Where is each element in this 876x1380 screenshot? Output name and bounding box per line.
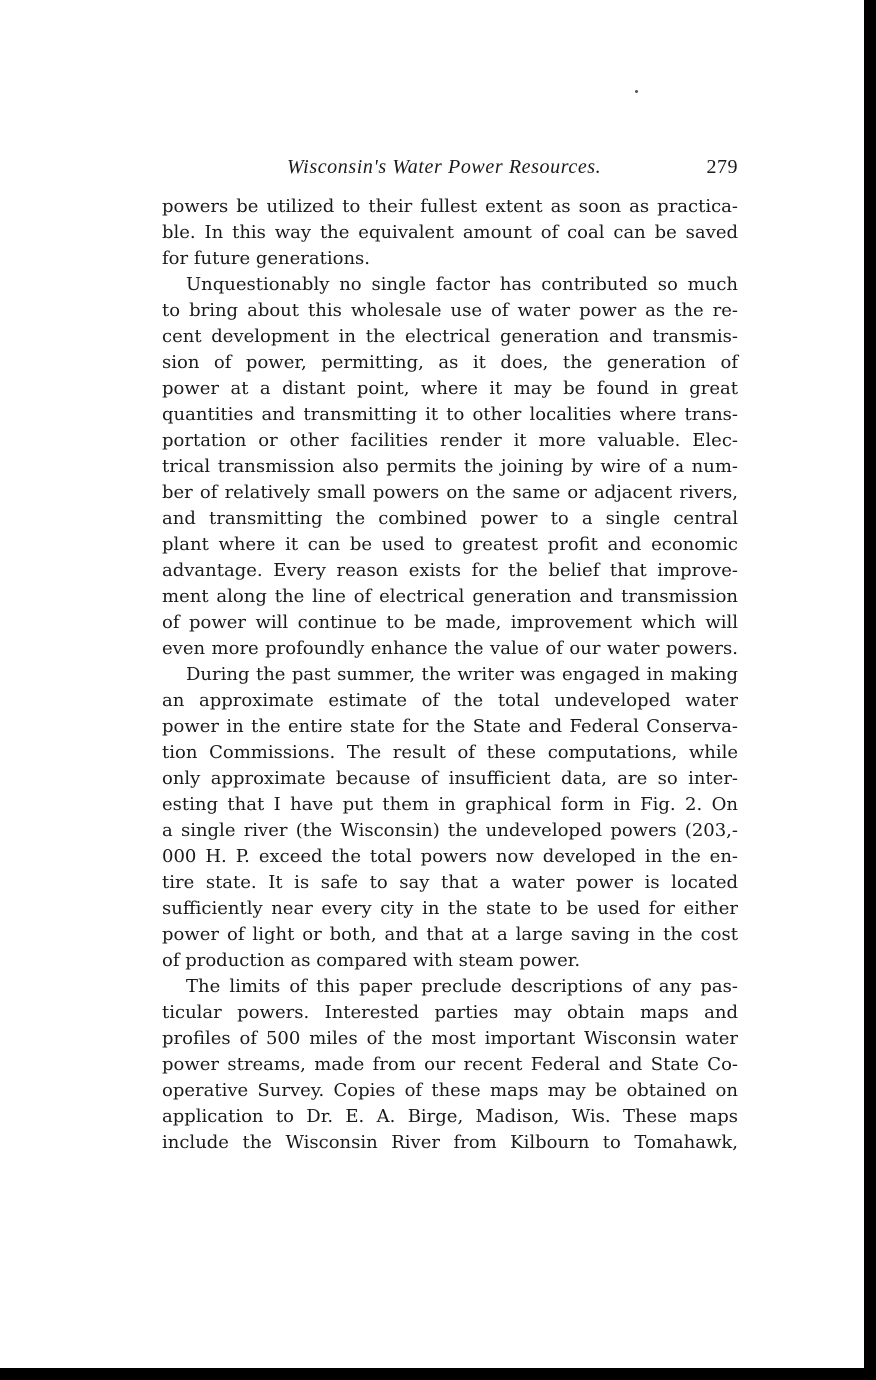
text-line: of production as compared with steam power. [162, 950, 581, 971]
text-line: portation or other facilities render it more valuable. Elec- [162, 430, 738, 451]
text-line: only approximate because of insufficient data, are so inter- [162, 768, 738, 789]
text-line: an approximate estimate of the total undeveloped water [162, 690, 738, 711]
running-head [162, 156, 738, 182]
text-line: advantage. Every reason exists for the belief that improve- [162, 560, 738, 581]
text-line: application to Dr. E. A. Birge, Madison, Wis. These maps [162, 1106, 738, 1127]
text-line: ticular powers. Interested parties may obtain maps and [162, 1002, 738, 1023]
text-line: esting that I have put them in graphical form in Fig. 2. On [162, 794, 738, 815]
scan-border-bottom [0, 1368, 876, 1380]
ink-speck [635, 90, 638, 93]
paragraph [162, 272, 738, 662]
text-line: power streams, made from our recent Federal and State Co- [162, 1054, 738, 1075]
text-line: for future generations. [162, 248, 371, 269]
text-line: sufficiently near every city in the state to be used for either [162, 898, 738, 919]
text-line: cent development in the electrical generation and transmis- [162, 326, 738, 347]
running-title: Wisconsin's Water Power Resources. [287, 156, 602, 178]
paragraph [162, 662, 738, 974]
text-line: tire state. It is safe to say that a water power is located [162, 872, 738, 893]
text-line: include the Wisconsin River from Kilbourn to Tomahawk, [162, 1132, 738, 1153]
text-line: plant where it can be used to greatest profit and economic [162, 534, 738, 555]
text-line: to bring about this wholesale use of water power as the re- [162, 300, 738, 321]
text-line: of power will continue to be made, improvement which will [162, 612, 738, 633]
text-line: sion of power, permitting, as it does, the generation of [162, 352, 738, 373]
text-line: even more profoundly enhance the value of our water powers. [162, 638, 738, 659]
text-line: quantities and transmitting it to other localities where trans- [162, 404, 738, 425]
scan-border-right [864, 0, 876, 1380]
text-line: 000 H. P. exceed the total powers now developed in the en- [162, 846, 738, 867]
text-line: powers be utilized to their fullest extent as soon as practica- [162, 196, 738, 217]
body-text [162, 194, 738, 1156]
text-line: profiles of 500 miles of the most important Wisconsin water [162, 1028, 738, 1049]
text-line: power at a distant point, where it may be found in great [162, 378, 738, 399]
text-line: power in the entire state for the State and Federal Conserva- [162, 716, 738, 737]
text-line: ber of relatively small powers on the same or adjacent rivers, [162, 482, 738, 503]
text-line: operative Survey. Copies of these maps may be obtained on [162, 1080, 738, 1101]
text-line: and transmitting the combined power to a single central [162, 508, 738, 529]
page-number: 279 [706, 156, 738, 178]
text-line: ble. In this way the equivalent amount of coal can be saved [162, 222, 738, 243]
text-line: ment along the line of electrical generation and transmission [162, 586, 738, 607]
text-line: The limits of this paper preclude descriptions of any pas- [186, 976, 738, 997]
text-line: During the past summer, the writer was engaged in making [186, 664, 738, 685]
text-line: power of light or both, and that at a large saving in the cost [162, 924, 738, 945]
text-line: tion Commissions. The result of these computations, while [162, 742, 738, 763]
text-line: trical transmission also permits the joining by wire of a num- [162, 456, 738, 477]
paragraph [162, 974, 738, 1156]
paragraph [162, 194, 738, 272]
text-line: a single river (the Wisconsin) the undeveloped powers (203,- [162, 820, 738, 841]
text-line: Unquestionably no single factor has contributed so much [186, 274, 738, 295]
